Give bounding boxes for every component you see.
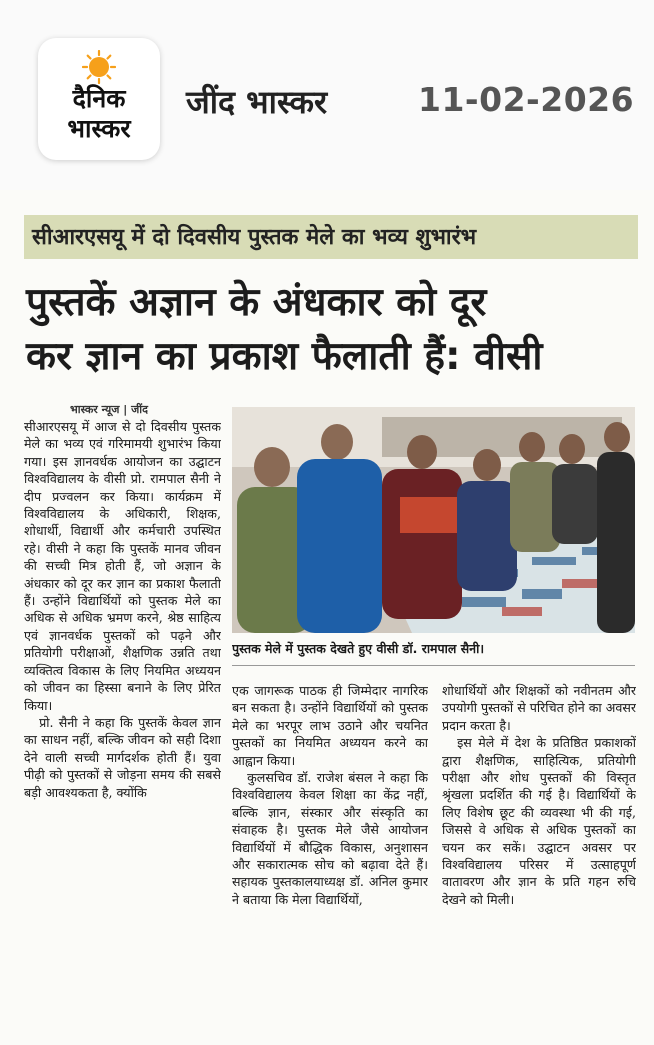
main-headline xyxy=(26,276,636,384)
article-column-1 xyxy=(24,418,221,1030)
headline-line-1: पुस्तकें अज्ञान के अंधकार को दूर xyxy=(26,280,487,325)
paragraph: प्रो. सैनी ने कहा कि पुस्तकें केवल ज्ञान का साधन नहीं, बल्कि जीवन को सही दिशा देने वाली सच्ची मार्गदर्शक होती हैं। युवा पीढ़ी को पुस्तकों से जोड़ना समय की सबसे बड़ी आवश्यकता है, क्योंकि xyxy=(24,714,221,800)
strap-headline-bar xyxy=(24,215,638,259)
book-fair-photo xyxy=(232,407,635,633)
caption-divider xyxy=(232,665,635,666)
article-column-3 xyxy=(442,682,636,1022)
strap-headline: सीआरएसयू में दो दिवसीय पुस्तक मेले का भव्य शुभारंभ xyxy=(32,225,477,250)
dainik-bhaskar-logo[interactable] xyxy=(38,38,160,160)
logo-line-2: भास्कर xyxy=(67,114,131,143)
logo-line-1: दैनिक xyxy=(72,84,126,113)
paragraph: सीआरएसयू में आज से दो दिवसीय पुस्तक मेले का भव्य एवं गरिमामयी शुभारंभ किया गया। इस ज्ञानवर्धक आयोजन का उद्घाटन विश्वविद्यालय के वीसी प्रो. रामपाल सैनी ने दीप प्रज्वलन कर किया। कार्यक्रम में विश्वविद्यालय के अधिकारी, शिक्षक, शोधार्थी, विद्यार्थी और कर्मचारी उपस्थित रहे। वीसी ने कहा कि पुस्तकें मानव जीवन की सच्ची मित्र होती हैं, जो अज्ञान के अंधकार को दूर कर ज्ञान का प्रकाश फैलाती हैं। उन्होंने विद्यार्थियों को पुस्तक मेले का अधिक से अधिक भ्रमण करने, श्रेष्ठ साहित्य एवं ज्ञानवर्धक पुस्तकों को पढ़ने और प्रतियोगी परीक्षाओं, शैक्षणिक उन्नति तथा व्यक्तित्व विकास के लिए नियमित अध्ययन को जीवन का हिस्सा बनाने के लिए प्रेरित किया। xyxy=(24,419,221,713)
edition-title: जींद भास्कर xyxy=(186,83,328,121)
sun-logo-icon xyxy=(82,50,116,84)
paragraph: कुलसचिव डॉ. राजेश बंसल ने कहा कि विश्वविद्यालय केवल शिक्षा का केंद्र नहीं, बल्कि ज्ञान, संस्कार और संस्कृति का संवाहक है। पुस्तक मेले जैसे आयोजन विद्यार्थियों में बौद्धिक विकास, अनुशासन और सकारात्मक सोच को बढ़ावा देते हैं। सहायक पुस्तकालयाध्यक्ष डॉ. अनिल कुमार ने बताया कि मेला विद्यार्थियों, xyxy=(232,770,428,907)
paragraph: एक जागरूक पाठक ही जिम्मेदार नागरिक बन सकता है। उन्होंने विद्यार्थियों को पुस्तक मेले का भरपूर लाभ उठाने और चयनित पुस्तकों का नियमित अध्ययन करने का आह्वान किया। xyxy=(232,683,428,768)
photo-caption: पुस्तक मेले में पुस्तक देखते हुए वीसी डॉ. रामपाल सैनी। xyxy=(232,641,485,656)
article-column-2 xyxy=(232,682,428,1022)
edition-date: 11-02-2026 xyxy=(418,80,635,119)
paragraph: इस मेले में देश के प्रतिष्ठित प्रकाशकों द्वारा शैक्षणिक, साहित्यिक, प्रतियोगी परीक्षा और शोध पुस्तकों की विस्तृत श्रृंखला प्रदर्शित की गई है। विद्यार्थियों के लिए विशेष छूट की व्यवस्था भी की गई, जिससे वे अधिक से अधिक पुस्तकों का चयन कर सकें। उद्घाटन अवसर पर विश्वविद्यालय परिसर में उत्साहपूर्ण वातावरण और ज्ञान के प्रति गहन रुचि देखने को मिली। xyxy=(442,735,636,907)
paragraph: शोधार्थियों और शिक्षकों को नवीनतम और उपयोगी पुस्तकों से परिचित होने का अवसर प्रदान करता है। xyxy=(442,683,636,733)
app-header xyxy=(0,0,654,190)
byline: भास्कर न्यूज | जींद xyxy=(70,403,148,416)
article-photo xyxy=(232,407,635,633)
headline-line-2: कर ज्ञान का प्रकाश फैलाती हैं: वीसी xyxy=(26,334,543,379)
